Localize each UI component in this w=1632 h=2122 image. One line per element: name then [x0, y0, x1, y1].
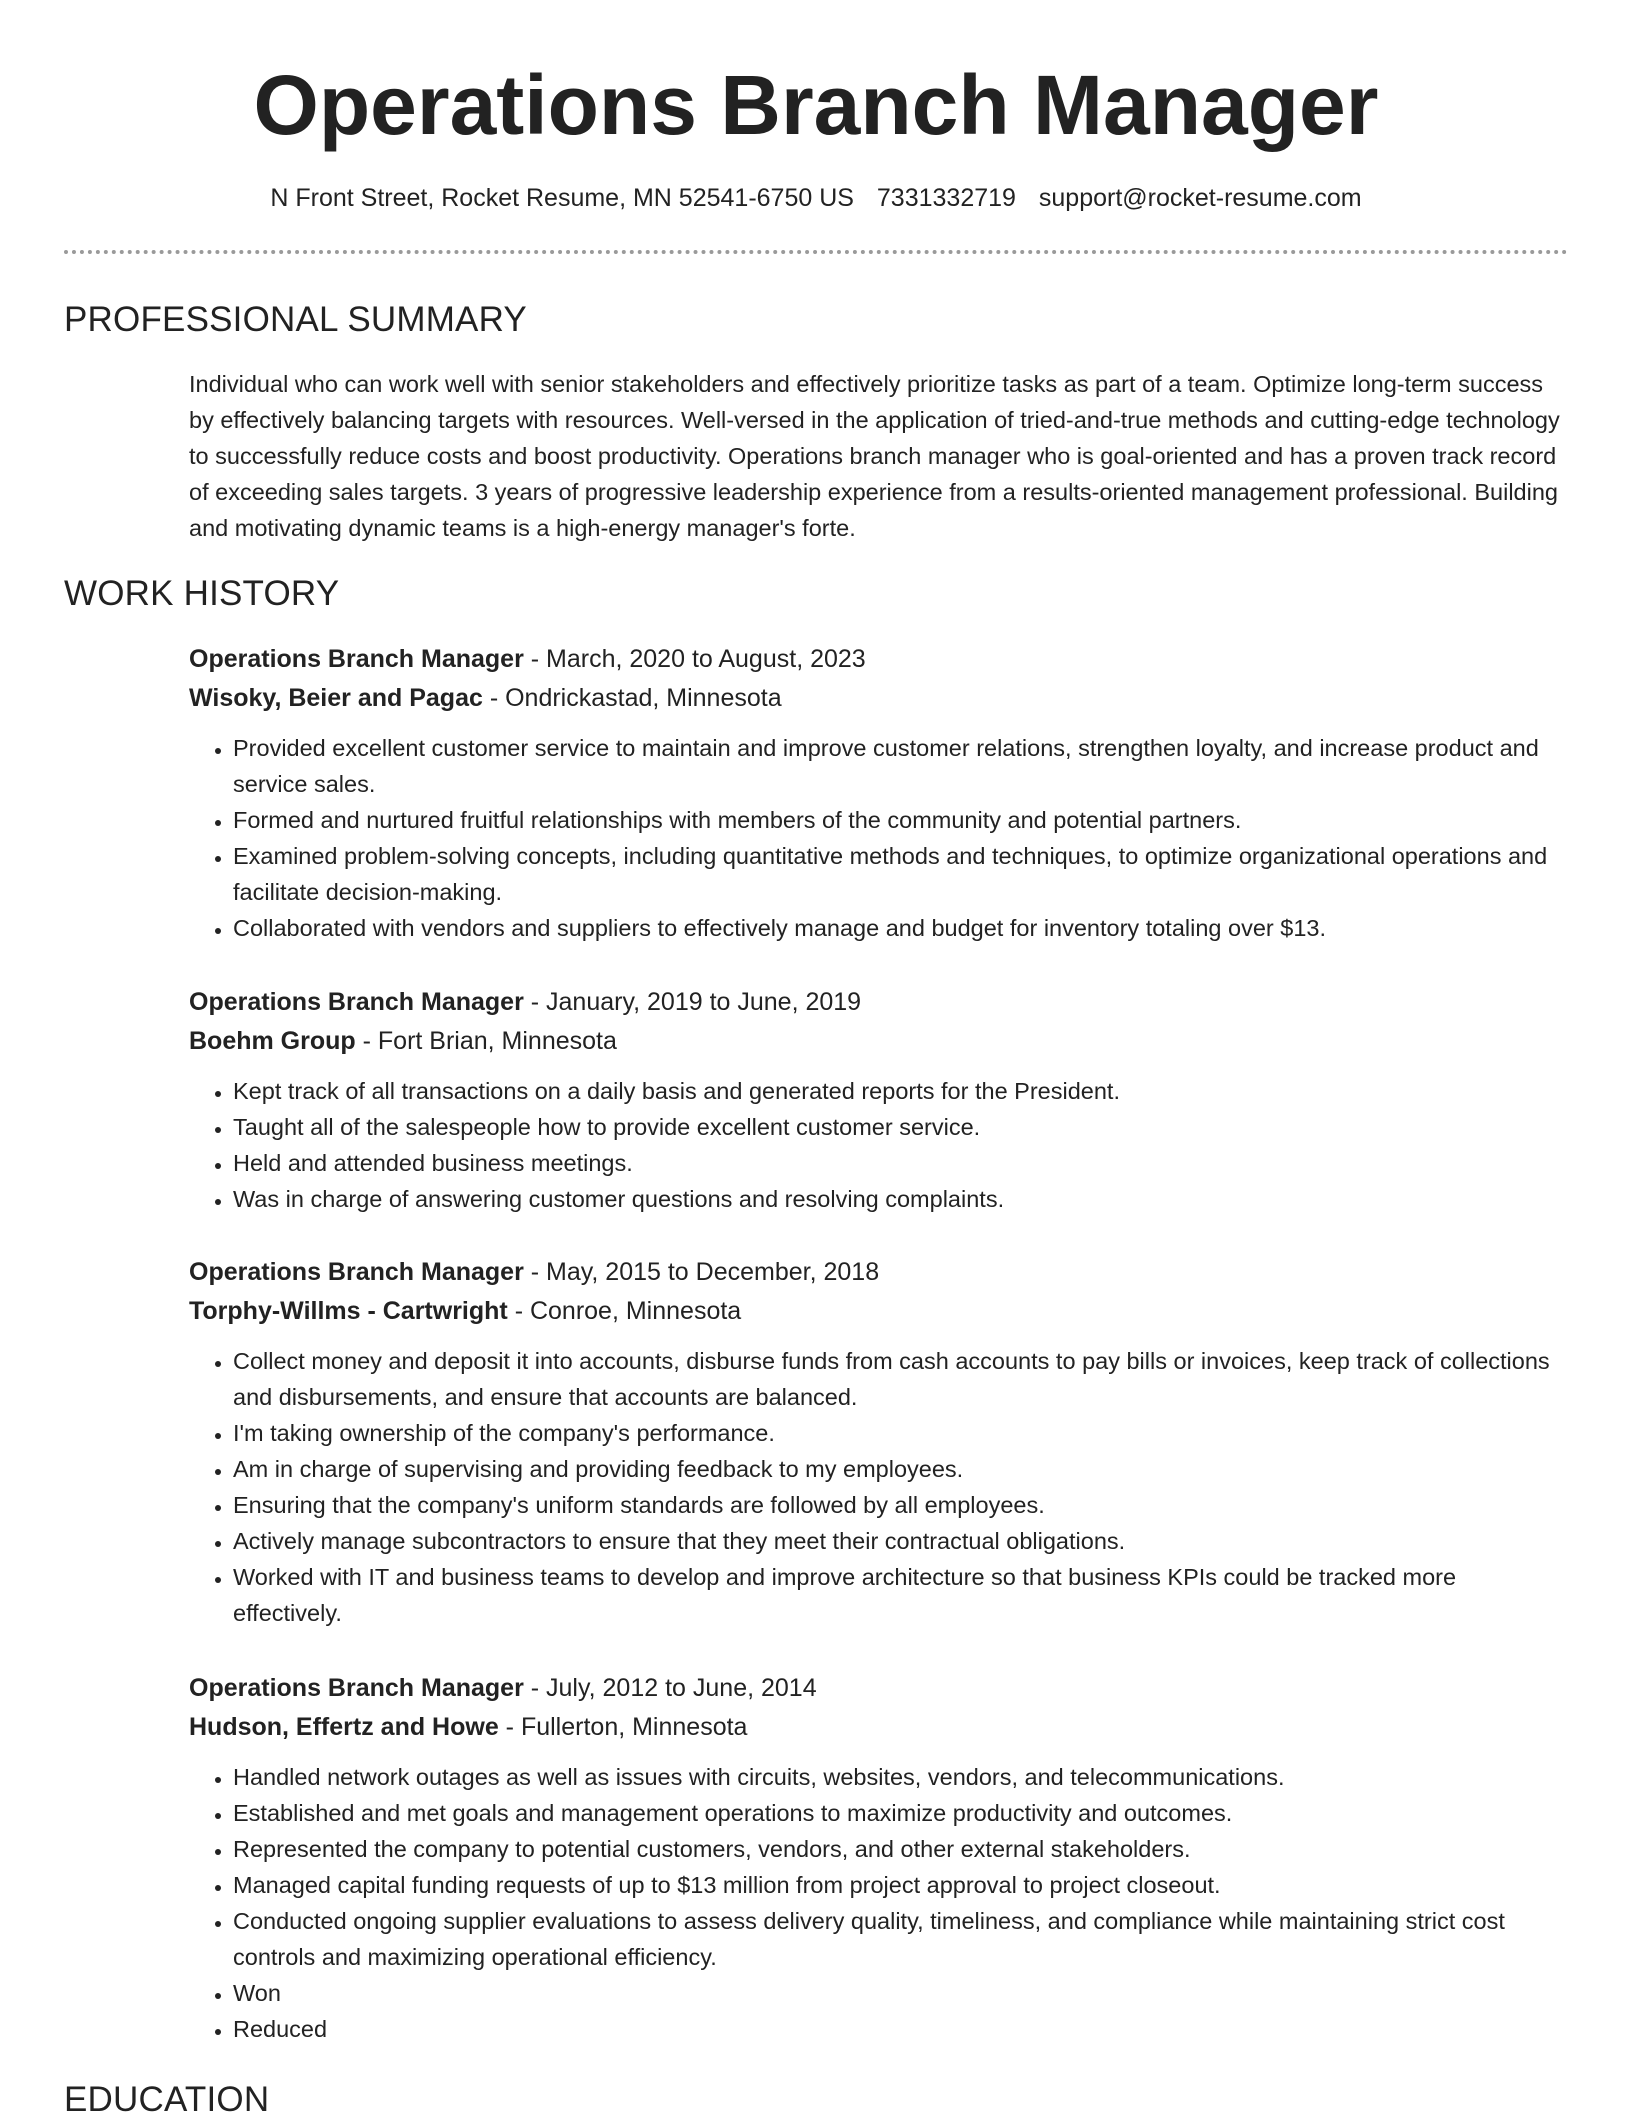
job-bullets [189, 1759, 1569, 2047]
job-bullet: • Collaborated with vendors and suppliers to effectively manage and budget for inventory totaling over $13. [233, 910, 1569, 946]
job-bullet: • Managed capital funding requests of up to $13 million from project approval to project closeout. [233, 1867, 1569, 1903]
contact-line [0, 180, 1632, 216]
job-company-line [189, 1022, 1569, 1061]
job-bullet: • Reduced [233, 2011, 1569, 2047]
job-bullet: • Actively manage subcontractors to ensure that they meet their contractual obligations. [233, 1523, 1569, 1559]
job-company-line [189, 1708, 1569, 1747]
job-title: Operations Branch Manager [189, 1674, 524, 1702]
job-bullet: • Held and attended business meetings. [233, 1145, 1569, 1181]
work-history-heading: WORK HISTORY [64, 574, 340, 613]
job-title-line [189, 1253, 1569, 1292]
job-location: - Ondrickastad, Minnesota [482, 684, 782, 712]
job-dates: - July, 2012 to June, 2014 [523, 1674, 817, 1702]
job-dates: - May, 2015 to December, 2018 [523, 1258, 880, 1286]
job-bullets [189, 730, 1569, 946]
job-bullet: • Worked with IT and business teams to develop and improve architecture so that business KPIs could be tracked more effectively. [233, 1559, 1569, 1631]
job-bullet: • Collect money and deposit it into accounts, disburse funds from cash accounts to pay bills or invoices, keep track of collections and disbursements, and ensure that accounts are balanced. [233, 1343, 1569, 1415]
contact-email[interactable]: support@rocket-resume.com [1038, 184, 1362, 212]
summary-text: Individual who can work well with senior stakeholders and effectively prioritize tasks as part of a team. Optimize long-term success by effectively balancing targets with resources. Well-versed in the application of tried-and-true methods and cutting-edge technology to successfully reduce costs and boost productivity. Operations branch manager who is goal-oriented and has a proven track record of exceeding sales targets. 3 years of progressive leadership experience from a results-oriented management professional. Building and motivating dynamic teams is a high-energy manager's forte. [189, 371, 1560, 541]
job-bullets [189, 1343, 1569, 1631]
job-bullet: • Ensuring that the company's uniform standards are followed by all employees. [233, 1487, 1569, 1523]
job-bullet: • Established and met goals and management operations to maximize productivity and outcomes. [233, 1795, 1569, 1831]
job-company: Hudson, Effertz and Howe [189, 1713, 499, 1741]
summary-heading: PROFESSIONAL SUMMARY [64, 300, 527, 339]
education-heading: EDUCATION [64, 2080, 270, 2119]
job-company: Torphy-Willms - Cartwright [189, 1297, 508, 1325]
contact-address: N Front Street, Rocket Resume, MN 52541-6750 US [270, 184, 854, 212]
job-entry [189, 1253, 1569, 1631]
job-location: - Fort Brian, Minnesota [355, 1027, 617, 1055]
job-bullet: • Was in charge of answering customer questions and resolving complaints. [233, 1181, 1569, 1217]
job-company-line [189, 1292, 1569, 1331]
job-bullet: • Taught all of the salespeople how to provide excellent customer service. [233, 1109, 1569, 1145]
job-bullet: • Am in charge of supervising and providing feedback to my employees. [233, 1451, 1569, 1487]
job-bullets [189, 1073, 1569, 1217]
job-dates: - January, 2019 to June, 2019 [523, 988, 862, 1016]
job-title-line [189, 640, 1569, 679]
resume-title: Operations Branch Manager [253, 58, 1379, 152]
job-company: Boehm Group [189, 1027, 356, 1055]
job-bullet: • Conducted ongoing supplier evaluations to assess delivery quality, timeliness, and compliance while maintaining strict cost controls and maximizing operational efficiency. [233, 1903, 1569, 1975]
header-divider [64, 250, 1568, 254]
job-location: - Fullerton, Minnesota [498, 1713, 748, 1741]
contact-phone[interactable]: 7331332719 [876, 184, 1016, 212]
job-title-line [189, 1669, 1569, 1708]
job-title: Operations Branch Manager [189, 645, 524, 673]
job-bullet: • Represented the company to potential customers, vendors, and other external stakeholders. [233, 1831, 1569, 1867]
job-company-line [189, 679, 1569, 718]
job-bullet: • Examined problem-solving concepts, including quantitative methods and techniques, to optimize organizational operations and facilitate decision-making. [233, 838, 1569, 910]
job-entry [189, 983, 1569, 1217]
job-entry [189, 640, 1569, 946]
job-bullet: • Won [233, 1975, 1569, 2011]
job-title: Operations Branch Manager [189, 988, 524, 1016]
job-bullet: • Handled network outages as well as issues with circuits, websites, vendors, and telecommunications. [233, 1759, 1569, 1795]
job-location: - Conroe, Minnesota [507, 1297, 742, 1325]
job-title: Operations Branch Manager [189, 1258, 524, 1286]
job-bullet: • Formed and nurtured fruitful relationships with members of the community and potential partners. [233, 802, 1569, 838]
job-bullet: • I'm taking ownership of the company's performance. [233, 1415, 1569, 1451]
job-company: Wisoky, Beier and Pagac [189, 684, 483, 712]
job-bullet: • Provided excellent customer service to maintain and improve customer relations, strengthen loyalty, and increase product and service sales. [233, 730, 1569, 802]
job-title-line [189, 983, 1569, 1022]
job-entry [189, 1669, 1569, 2047]
job-dates: - March, 2020 to August, 2023 [523, 645, 866, 673]
job-bullet: • Kept track of all transactions on a daily basis and generated reports for the President. [233, 1073, 1569, 1109]
